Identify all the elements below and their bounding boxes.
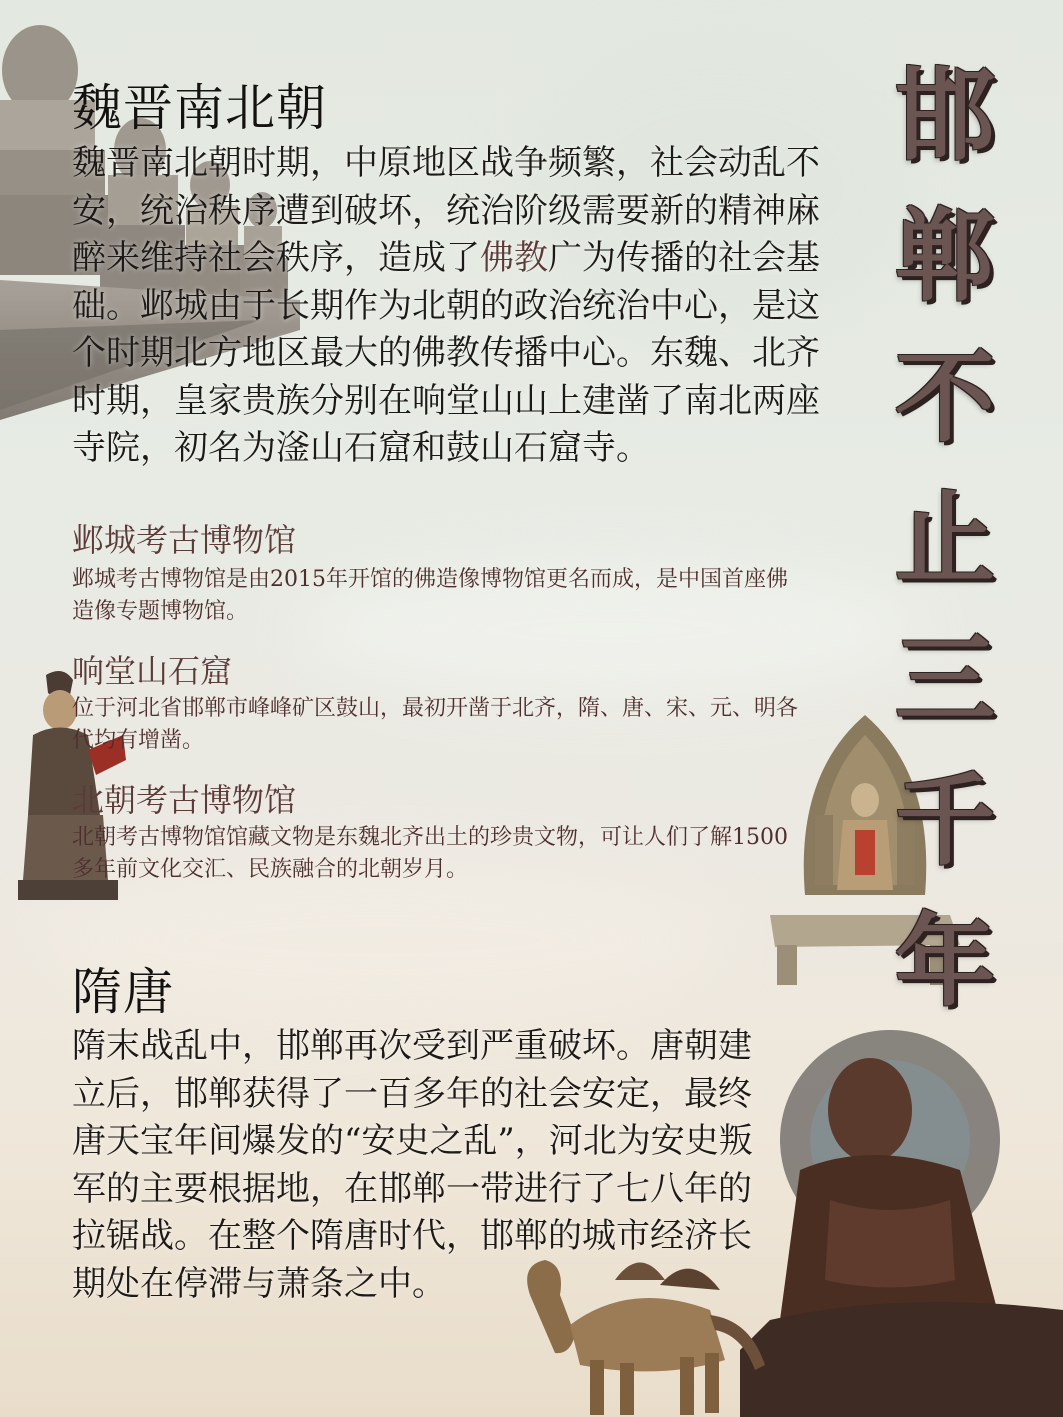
body-text: 广为传播的社会基础。邺城由于长期作为北朝的政治统治中心，是这个时期北方地区最大的佛教传播中心。东魏、北齐时期，皇家贵族分别在响堂山山上建凿了南北两座寺院，初名为滏山石窟和鼓山石窟寺。 [72,238,820,468]
title-char: 郸 [895,198,995,315]
section-body-wei-jin [72,140,827,473]
highlight-buddhism: 佛教 [480,238,548,278]
vertical-title [880,45,1010,1032]
item-title-ye-city-museum: 邺城考古博物馆 [72,521,297,559]
seated-buddha-image [740,1020,1063,1417]
section-heading-wei-jin: 魏晋南北朝 [72,79,327,137]
item-title-northern-dynasties-museum: 北朝考古博物馆 [72,781,297,819]
item-text-ye-city-museum: 邺城考古博物馆是由2015年开馆的佛造像博物馆更名而成，是中国首座佛造像专题博物馆。 [72,567,788,624]
item-text-northern-dynasties-museum: 北朝考古博物馆馆藏文物是东魏北齐出土的珍贵文物，可让人们了解1500多年前文化交汇、民族融合的北朝岁月。 [72,825,788,882]
title-char: 年 [895,903,995,1020]
title-char: 三 [895,621,995,738]
section-body-sui-tang: 隋末战乱中，邯郸再次受到严重破坏。唐朝建立后，邯郸获得了一百多年的社会安定，最终唐天宝年间爆发的“安史之乱”，河北为安史叛军的主要根据地，在邯郸一带进行了七八年的拉锯战。在整个隋唐时代，邯郸的城市经济长期处在停滞与萧条之中。 [72,1026,753,1304]
title-char: 千 [895,762,995,879]
title-char: 不 [895,339,995,456]
body-text: 魏晋南北朝时期，中原地区战争频繁，社会动乱不安，统治秩序遭到破坏，统治阶级需要新的精神麻醉来维持社会秩序，造成了 [72,143,820,278]
section-heading-sui-tang: 隋唐 [72,963,174,1021]
title-char: 邯 [895,57,995,174]
item-title-xiangtang-grottoes: 响堂山石窟 [72,652,233,690]
item-text-xiangtang-grottoes: 位于河北省邯郸市峰峰矿区鼓山，最初开凿于北齐，隋、唐、宋、元、明各代均有增凿。 [72,696,799,753]
title-char: 止 [895,480,995,597]
